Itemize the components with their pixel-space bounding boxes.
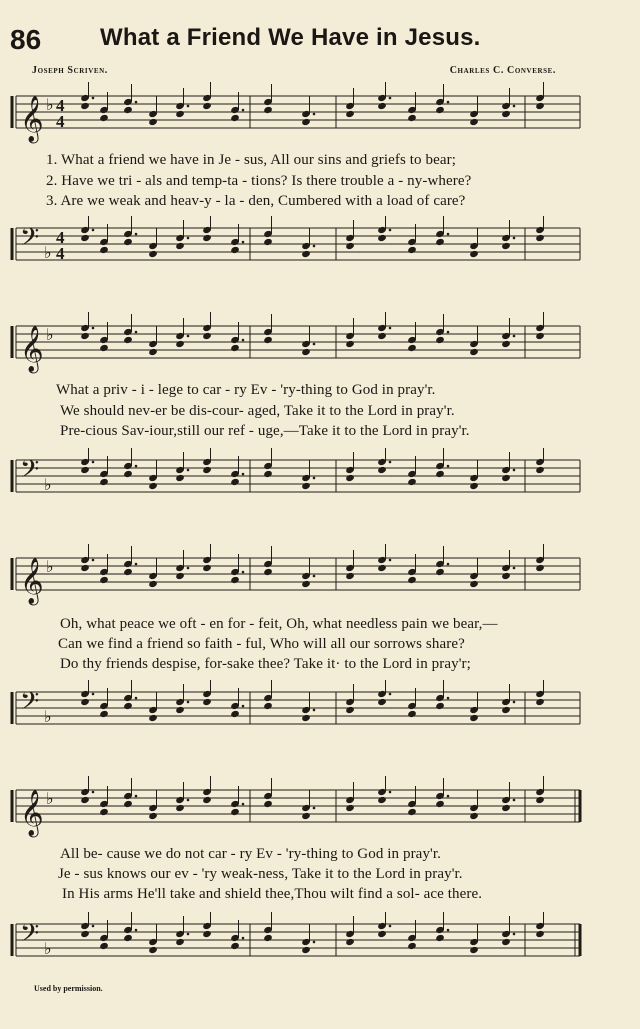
lyric-line-2-2: We should nev-er be dis-cour- aged, Take it to the Lord in pray'r. — [60, 403, 455, 419]
svg-text:4: 4 — [56, 112, 65, 131]
svg-text:♭: ♭ — [46, 325, 54, 344]
svg-text:♭: ♭ — [44, 475, 52, 494]
svg-text:♭: ♭ — [44, 243, 52, 262]
lyric-line-3-1: Oh, what peace we oft - en for - feit, Oh, what needless pain we bear,— — [60, 616, 498, 632]
svg-text:4: 4 — [56, 96, 65, 115]
lyric-line-3-2: Can we find a friend so faith - ful, Who will all our sorrows share? — [58, 636, 465, 652]
hymn-title: What a Friend We Have in Jesus. — [100, 24, 481, 51]
treble-staff-2 — [0, 312, 640, 382]
lyric-line-1-3: 3. Are we weak and heav-y - la - den, Cumbered with a load of care? — [46, 193, 466, 209]
lyric-line-4-2: Je - sus knows our ev - 'ry weak-ness, Take it to the Lord in pray'r. — [58, 866, 463, 882]
bass-staff-1 — [0, 216, 640, 276]
svg-text:♭: ♭ — [46, 557, 54, 576]
lyric-line-1-2: 2. Have we tri - als and temp-ta - tions? Is there trouble a - ny-where? — [46, 173, 472, 189]
svg-text:𝄞: 𝄞 — [20, 558, 44, 604]
svg-text:♭: ♭ — [44, 939, 52, 958]
svg-text:4: 4 — [56, 228, 65, 247]
music-system-3 — [0, 544, 640, 734]
lyric-line-2-1: What a priv - i - lege to car - ry Ev - 'ry-thing to God in pray'r. — [56, 382, 436, 398]
lyric-line-3-3: Do thy friends despise, for-sake thee? Take it· to the Lord in pray'r; — [60, 656, 471, 672]
lyricist-credit: Joseph Scriven. — [32, 65, 108, 76]
svg-text:𝄢: 𝄢 — [20, 455, 40, 490]
svg-text:𝄞: 𝄞 — [20, 326, 44, 372]
music-system-2 — [0, 312, 640, 502]
music-system-1 — [0, 82, 640, 272]
hymn-number: 86 — [10, 24, 42, 55]
svg-text:4: 4 — [56, 244, 65, 263]
lyric-line-2-3: Pre-cious Sav-iour,still our ref - uge,—Take it to the Lord in pray'r. — [60, 423, 470, 439]
composer-credit: Charles C. Converse. — [449, 65, 556, 76]
bass-staff-3 — [0, 680, 640, 740]
treble-staff-3 — [0, 544, 640, 614]
bass-staff-2 — [0, 448, 640, 508]
permission-note: Used by permission. — [34, 984, 103, 993]
svg-text:♭: ♭ — [46, 95, 54, 114]
lyric-line-4-3: In His arms He'll take and shield thee,Thou wilt find a sol- ace there. — [62, 886, 483, 902]
svg-text:♭: ♭ — [46, 789, 54, 808]
music-system-4 — [0, 776, 640, 966]
svg-text:𝄢: 𝄢 — [20, 223, 40, 258]
svg-text:𝄢: 𝄢 — [20, 687, 40, 722]
svg-text:𝄞: 𝄞 — [20, 96, 44, 142]
treble-staff-4 — [0, 776, 640, 846]
treble-staff-1 — [0, 82, 640, 152]
svg-text:♭: ♭ — [44, 707, 52, 726]
lyric-line-4-1: All be- cause we do not car - ry Ev - 'ry-thing to God in pray'r. — [60, 846, 441, 862]
bass-staff-4 — [0, 912, 640, 972]
svg-text:𝄢: 𝄢 — [20, 919, 40, 954]
lyric-line-1-1: 1. What a friend we have in Je - sus, All our sins and griefs to bear; — [46, 152, 456, 168]
svg-text:𝄞: 𝄞 — [20, 790, 44, 836]
